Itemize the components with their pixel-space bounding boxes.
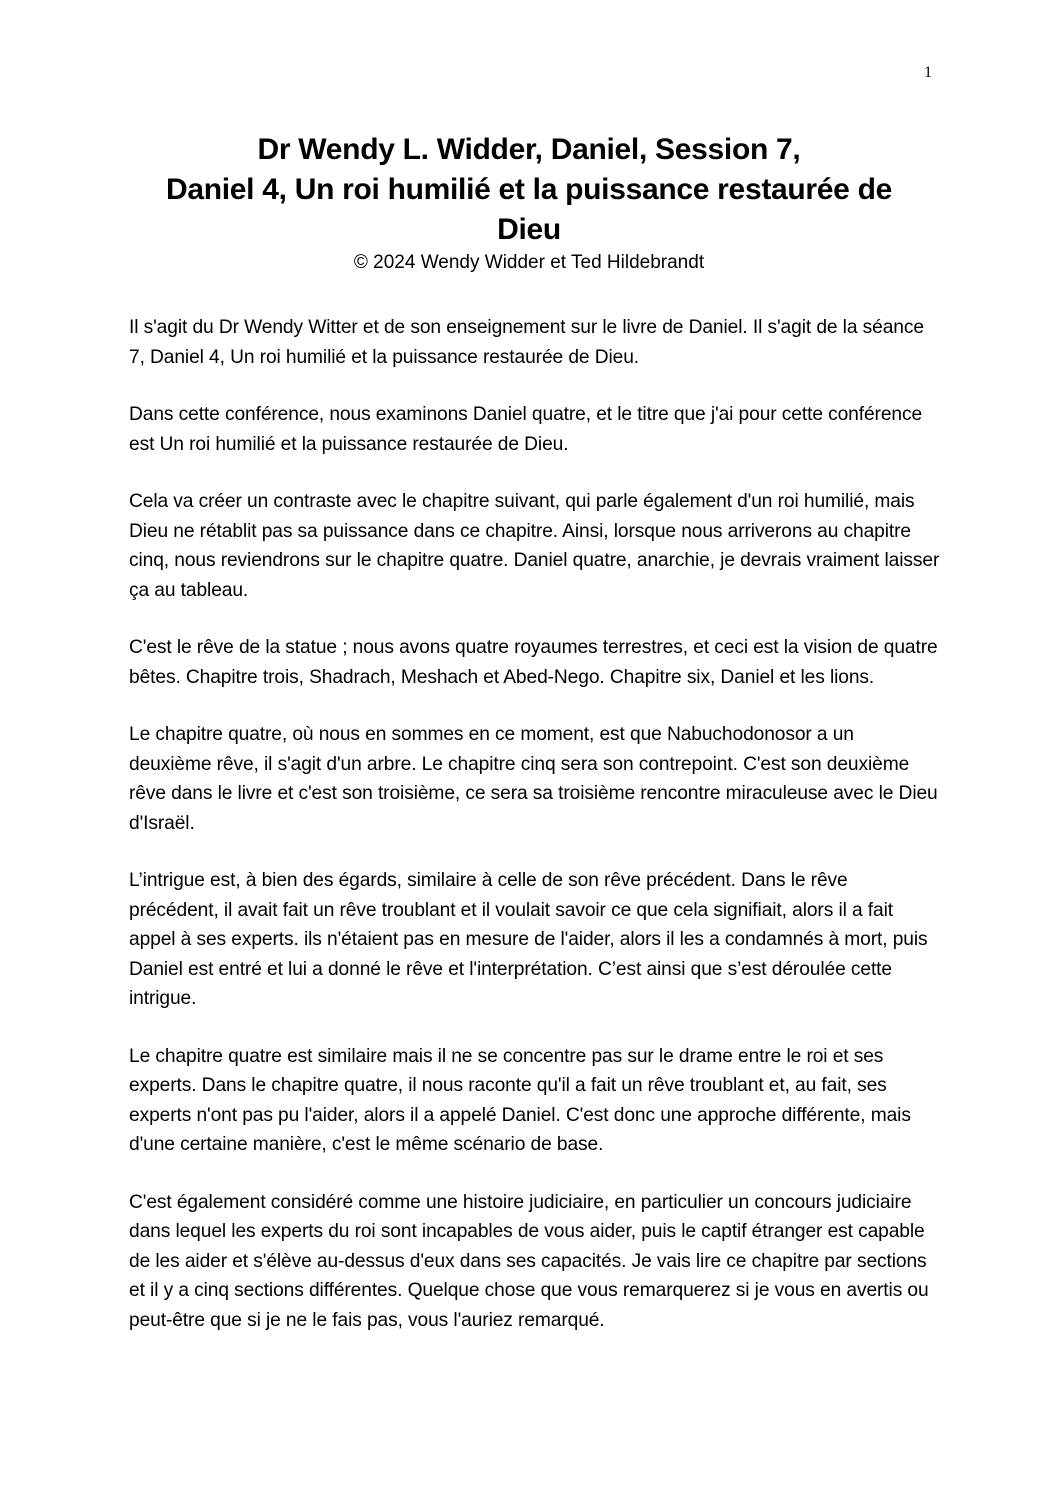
copyright-line: © 2024 Wendy Widder et Ted Hildebrandt	[353, 252, 705, 273]
title-line-2: Daniel 4, Un roi humilié et la puissance restaurée de	[165, 173, 893, 206]
title-line-1: Dr Wendy L. Widder, Daniel, Session 7,	[257, 133, 801, 166]
document-header	[100, 130, 958, 276]
paragraph: Le chapitre quatre est similaire mais il ne se concentre pas sur le drame entre le roi et ses experts. Dans le chapitre quatre, il nous raconte qu'il a fait un rêve troublant et, au fait, ses experts n'ont pas pu l'aider, alors il a appelé Daniel. C'est donc une approche différente, mais d'une certaine manière, c'est le même scénario de base.	[129, 1045, 911, 1155]
page-number: 1	[924, 64, 932, 81]
title-line-3: Dieu	[497, 213, 561, 246]
paragraph: C'est également considéré comme une histoire judiciaire, en particulier un concours judiciaire dans lequel les experts du roi sont incapables de vous aider, puis le captif étranger est capable de les aider et s'élève au-dessus d'eux dans ses capacités. Je vais lire ce chapitre par sections et il y a cinq sections différentes. Quelque chose que vous remarquerez si je vous en avertis ou peut-être que si je ne le fais pas, vous l'auriez remarqué.	[129, 1191, 929, 1331]
paragraph: Le chapitre quatre, où nous en sommes en ce moment, est que Nabuchodonosor a un deuxième rêve, il s'agit d'un arbre. Le chapitre cinq sera son contrepoint. C'est son deuxième rêve dans le livre et c'est son troisième, ce sera sa troisième rencontre miraculeuse avec le Dieu d'Israël.	[129, 724, 938, 834]
paragraph: Cela va créer un contraste avec le chapitre suivant, qui parle également d'un roi humilié, mais Dieu ne rétablit pas sa puissance dans ce chapitre. Ainsi, lorsque nous arriverons au chapitre cinq, nous reviendrons sur le chapitre quatre. Daniel quatre, anarchie, je devrais vraiment laisser ça au tableau.	[129, 491, 940, 601]
paragraph: L’intrigue est, à bien des égards, similaire à celle de son rêve précédent. Dans le rêve précédent, il avait fait un rêve troublant et il voulait savoir ce que cela signifiait, alors il a fait appel à ses experts. ils n'étaient pas en mesure de l'aider, alors il les a condamnés à mort, puis Daniel est entré et lui a donné le rêve et l'interprétation. C’est ainsi que s’est déroulée cette intrigue.	[129, 870, 928, 1009]
document-body	[129, 313, 941, 1363]
paragraph: C'est le rêve de la statue ; nous avons quatre royaumes terrestres, et ceci est la vision de quatre bêtes. Chapitre trois, Shadrach, Meshach et Abed-Nego. Chapitre six, Daniel et les lions.	[129, 637, 938, 688]
paragraph: Dans cette conférence, nous examinons Daniel quatre, et le titre que j'ai pour cette conférence est Un roi humilié et la puissance restaurée de Dieu.	[129, 404, 923, 455]
paragraph: Il s'agit du Dr Wendy Witter et de son enseignement sur le livre de Daniel. Il s'agit de la séance 7, Daniel 4, Un roi humilié et la puissance restaurée de Dieu.	[129, 317, 924, 368]
